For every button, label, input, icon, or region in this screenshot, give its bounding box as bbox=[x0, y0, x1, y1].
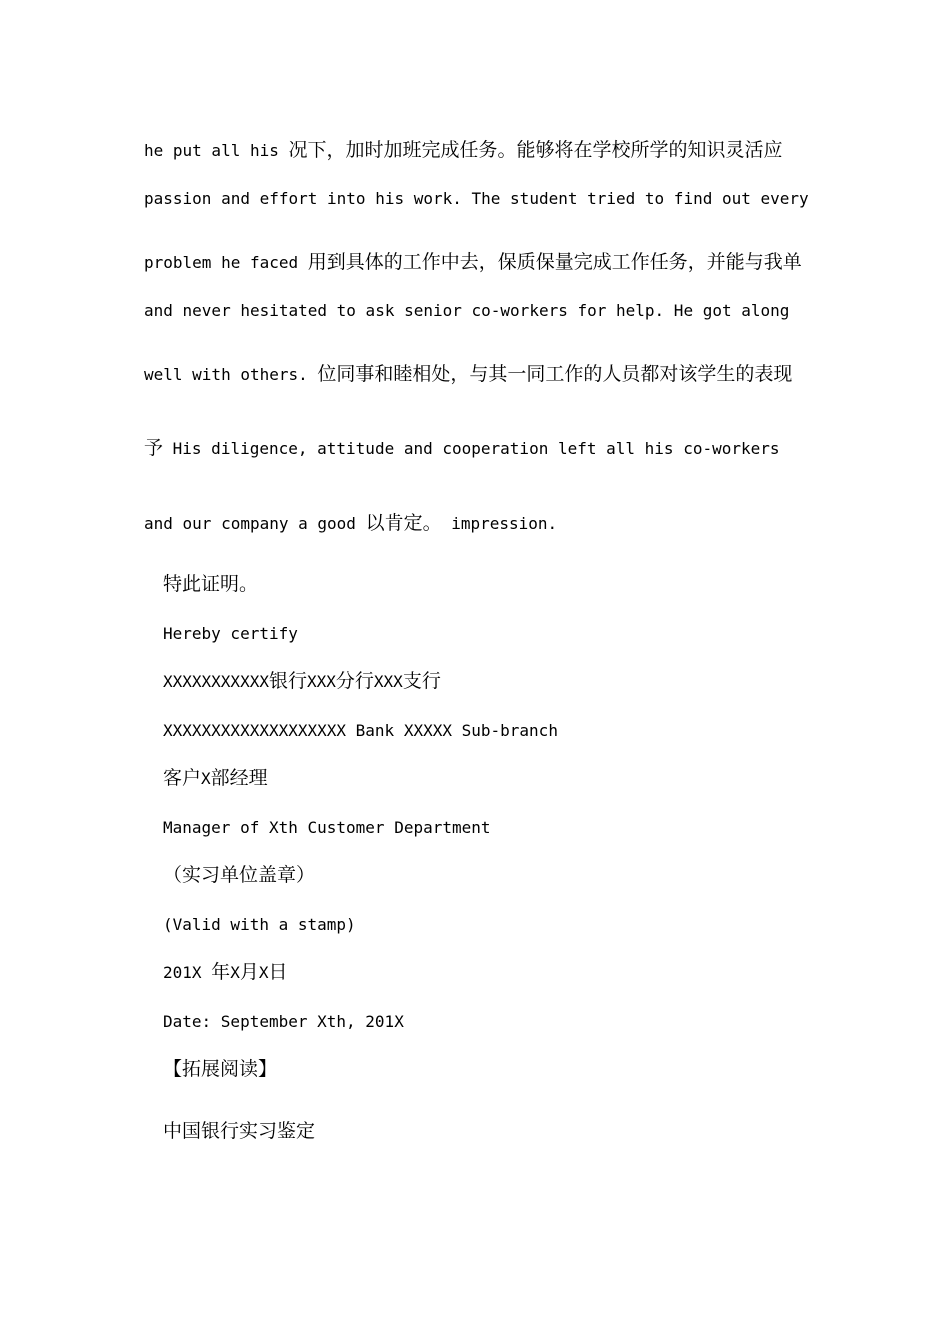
bank-zh-part2: 银行 bbox=[268, 670, 307, 692]
date-en: Date: September Xth, 201X bbox=[163, 1012, 404, 1031]
date-zh-part1: 201X bbox=[163, 963, 212, 982]
manager-zh bbox=[163, 769, 268, 788]
body-line-5-zh: 位同事和睦相处，与其一同工作的人员都对该学生的表现 bbox=[317, 363, 793, 385]
certify-zh: 特此证明。 bbox=[163, 573, 259, 595]
body-line-4 bbox=[144, 303, 789, 320]
date-zh-part2: 年 bbox=[211, 961, 231, 983]
body-line-6-zh: 予 bbox=[144, 437, 164, 459]
body-line-7-en: and our company a good bbox=[144, 514, 366, 533]
manager-zh-part3: 部经理 bbox=[210, 767, 268, 789]
body-line-2 bbox=[144, 191, 809, 208]
body-line-2-en: passion and effort into his work. The student tried to find out every bbox=[144, 189, 809, 208]
date-zh-part4: 月 bbox=[239, 961, 259, 983]
stamp-en: (Valid with a stamp) bbox=[163, 915, 356, 934]
bank-zh-part6: 支行 bbox=[402, 670, 441, 692]
body-line-7-en-tail: impression. bbox=[441, 514, 558, 533]
body-line-3-zh: 用到具体的工作中去，保质保量完成工作任务，并能与我单 bbox=[307, 251, 802, 273]
date-zh-part6: 日 bbox=[268, 961, 288, 983]
body-line-6 bbox=[144, 439, 780, 458]
manager-zh-part1: 客户 bbox=[163, 767, 202, 789]
bank-zh-part1: XXXXXXXXXXX bbox=[163, 672, 269, 691]
next-article-title: 中国银行实习鉴定 bbox=[163, 1120, 316, 1142]
date-zh-part3: X bbox=[230, 963, 240, 982]
bank-zh-part5: XXX bbox=[373, 672, 403, 691]
body-line-1-zh: 况下，加时加班完成任务。能够将在学校所学的知识灵活应 bbox=[288, 139, 783, 161]
body-line-1-en: he put all his bbox=[144, 141, 289, 160]
body-line-7 bbox=[144, 514, 557, 533]
body-line-3 bbox=[144, 253, 802, 272]
body-line-4-en: and never hesitated to ask senior co-workers for help. He got along bbox=[144, 301, 790, 320]
body-line-7-zh: 以肯定。 bbox=[365, 512, 442, 534]
date-zh bbox=[163, 963, 288, 982]
manager-zh-part2: X bbox=[201, 769, 211, 788]
bank-zh-part4: 分行 bbox=[335, 670, 374, 692]
bank-en: XXXXXXXXXXXXXXXXXXX Bank XXXXX Sub-branch bbox=[163, 721, 558, 740]
date-zh-part5: X bbox=[258, 963, 269, 982]
body-line-3-en: problem he faced bbox=[144, 253, 308, 272]
bank-zh-part3: XXX bbox=[306, 672, 336, 691]
extended-reading-heading: 【拓展阅读】 bbox=[163, 1058, 278, 1080]
body-line-5 bbox=[144, 365, 792, 384]
certify-en: Hereby certify bbox=[163, 624, 298, 643]
manager-en: Manager of Xth Customer Department bbox=[163, 818, 491, 837]
bank-zh bbox=[163, 672, 441, 691]
stamp-zh: （实习单位盖章） bbox=[163, 864, 316, 886]
body-line-1 bbox=[144, 141, 783, 160]
body-line-6-en: His diligence, attitude and cooperation left all his co-workers bbox=[163, 439, 780, 458]
body-line-5-en: well with others. bbox=[144, 365, 318, 384]
